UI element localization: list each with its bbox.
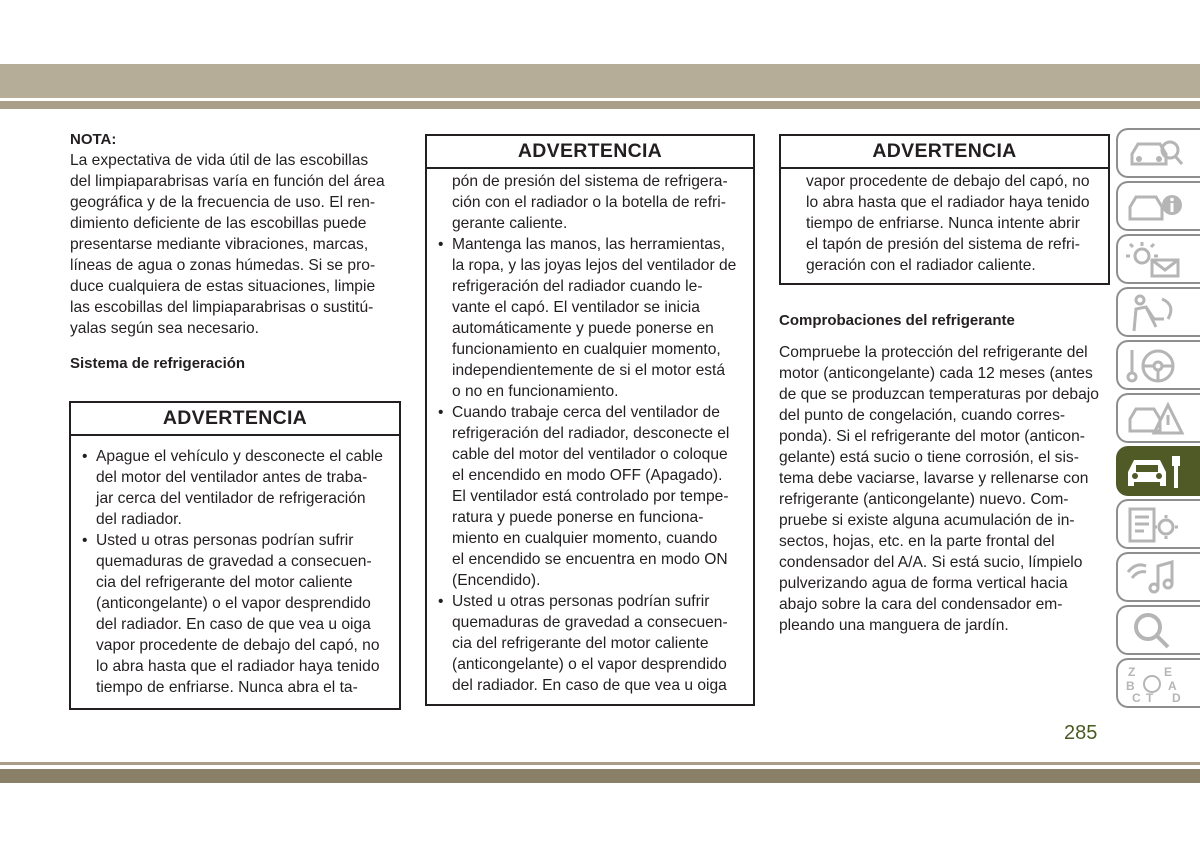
warning-title: ADVERTENCIA [427,136,753,169]
car-search-icon [1124,134,1186,174]
tab-search[interactable] [1116,605,1200,655]
index-letter: B [1126,679,1135,693]
section-title-coolant-checks: Comprobaciones del refrigerante [779,312,1015,329]
footer-rule [0,762,1200,765]
warning-bullet: • Mantenga las manos, las herramientas, la ropa, y las joyas lejos del ventilador de refrigeración del radiador cuando le- vante el capó. El ventilador se inicia automáticamente y puede ponerse en funcionamiento en cualquier momento, independientemente de si el motor está o no en funcionamiento. [436,234,744,402]
index-letter: Z [1128,665,1136,679]
warning-box-left [69,401,401,710]
steering-wheel-key-icon [1124,346,1186,386]
page-number: 285 [1064,722,1098,744]
tab-starting-operating[interactable] [1116,340,1200,390]
right-column [779,310,1110,636]
section-title-cooling: Sistema de refrigeración [70,355,246,372]
warning-bullet: • Cuando trabaje cerca del ventilador de refrigeración del radiador, desconecte el cable del motor del ventilador o coloque el encendido en modo OFF (Apagado). El ventilador está controlado por tempe- ratura y puede ponerse en funciona- miento en cualquier momento, cuando el encendido se encuentra en modo ON (Encendido). [436,402,744,591]
car-info-icon [1124,187,1186,227]
warning-continuation: pón de presión del sistema de refrigera- ción con el radiador o la botella de refri- gerante caliente. [452,173,728,232]
warning-continuation: vapor procedente de debajo del capó, no lo abra hasta que el radiador haya tenido tiempo de enfriarse. Nunca intente abrir el tapón de presión del sistema de refri- geración con el radiador caliente. [806,173,1090,274]
tab-technical-specs[interactable] [1116,499,1200,549]
index-letter: A [1168,679,1177,693]
warning-title: ADVERTENCIA [781,136,1108,169]
tab-multimedia[interactable] [1116,552,1200,602]
tab-getting-to-know-vehicle[interactable] [1116,128,1200,178]
index-letter: D [1172,691,1181,704]
car-warning-triangle-icon [1124,399,1186,439]
coolant-checks-text: Compruebe la protección del refrigerante del motor (anticongelante) cada 12 meses (antes de que se produzcan temperaturas por debajo del punto de congelación, cuando corres- ponda). Si el refrigerante del motor (anticon- gelante) está sucio o tiene corrosión, el sis- tema debe vaciarse, lavarse y rellenarse con refrigerante (anticongelante) nuevo. Com- pruebe si existe alguna acumulación de in- sectos, hojas, etc. en la parte frontal del condensador del A/A. Si está sucio, límpielo pulverizando agua de forma vertical hacia abajo sobre la cara del condensador em- pleando una manguera de jardín. [779,344,1099,634]
header-rule [0,101,1200,109]
search-magnifier-icon [1124,611,1186,651]
car-wrench-service-icon [1124,452,1186,492]
nota-text: La expectativa de vida útil de las escobillas del limpiaparabrisas varía en función del área geográfica y de la frecuencia de uso. El ren- dimiento deficiente de las escobillas puede presentarse mediante vibraciones, marcas, líneas de agua o zonas húmedas. Si se pro- duce cualquiera de estas situaciones, limpie las escobillas del limpiaparabrisas o sustitú- yalas según sea necesario. [70,152,385,337]
multimedia-music-icon [1124,558,1186,598]
specs-gear-icon [1124,505,1186,545]
warning-body [71,436,399,698]
nota-title: NOTA: [70,131,117,148]
tab-in-case-of-emergency[interactable] [1116,393,1200,443]
index-letter: T [1146,691,1154,704]
footer-band [0,769,1200,783]
warning-lights-message-icon [1124,240,1186,280]
warning-bullet: • Usted u otras personas podrían sufrir quemaduras de gravedad a consecuen- cia del refrigerante del motor caliente (anticongelante) o el vapor desprendido del radiador. En caso de que vea u oiga vapor procedente de debajo del capó, no lo abra hasta que el radiador haya tenido tiempo de enfriarse. Nunca abra el ta- [80,530,390,698]
warning-body [427,169,753,696]
warning-title: ADVERTENCIA [71,403,399,436]
tab-vehicle-info[interactable] [1116,181,1200,231]
index-letter: C [1132,691,1141,704]
tab-safety[interactable] [1116,287,1200,337]
tab-servicing-maintenance[interactable] [1116,446,1200,496]
left-column [70,129,401,374]
warning-bullet: • Usted u otras personas podrían sufrir quemaduras de gravedad a consecuen- cia del refrigerante del motor caliente (anticongelante) o el vapor desprendido del radiador. En caso de que vea u oiga [436,591,744,696]
tab-warning-lights[interactable] [1116,234,1200,284]
warning-box-middle [425,134,755,706]
header-band [0,64,1200,98]
airbag-safety-icon [1124,293,1186,333]
index-letters-icon [1124,664,1186,704]
warning-box-right [779,134,1110,285]
index-letter: E [1164,665,1173,679]
warning-bullet: • Apague el vehículo y desconecte el cable del motor del ventilador antes de traba- jar cerca del ventilador de refrigeración del radiador. [80,446,390,530]
tab-index[interactable] [1116,658,1200,708]
